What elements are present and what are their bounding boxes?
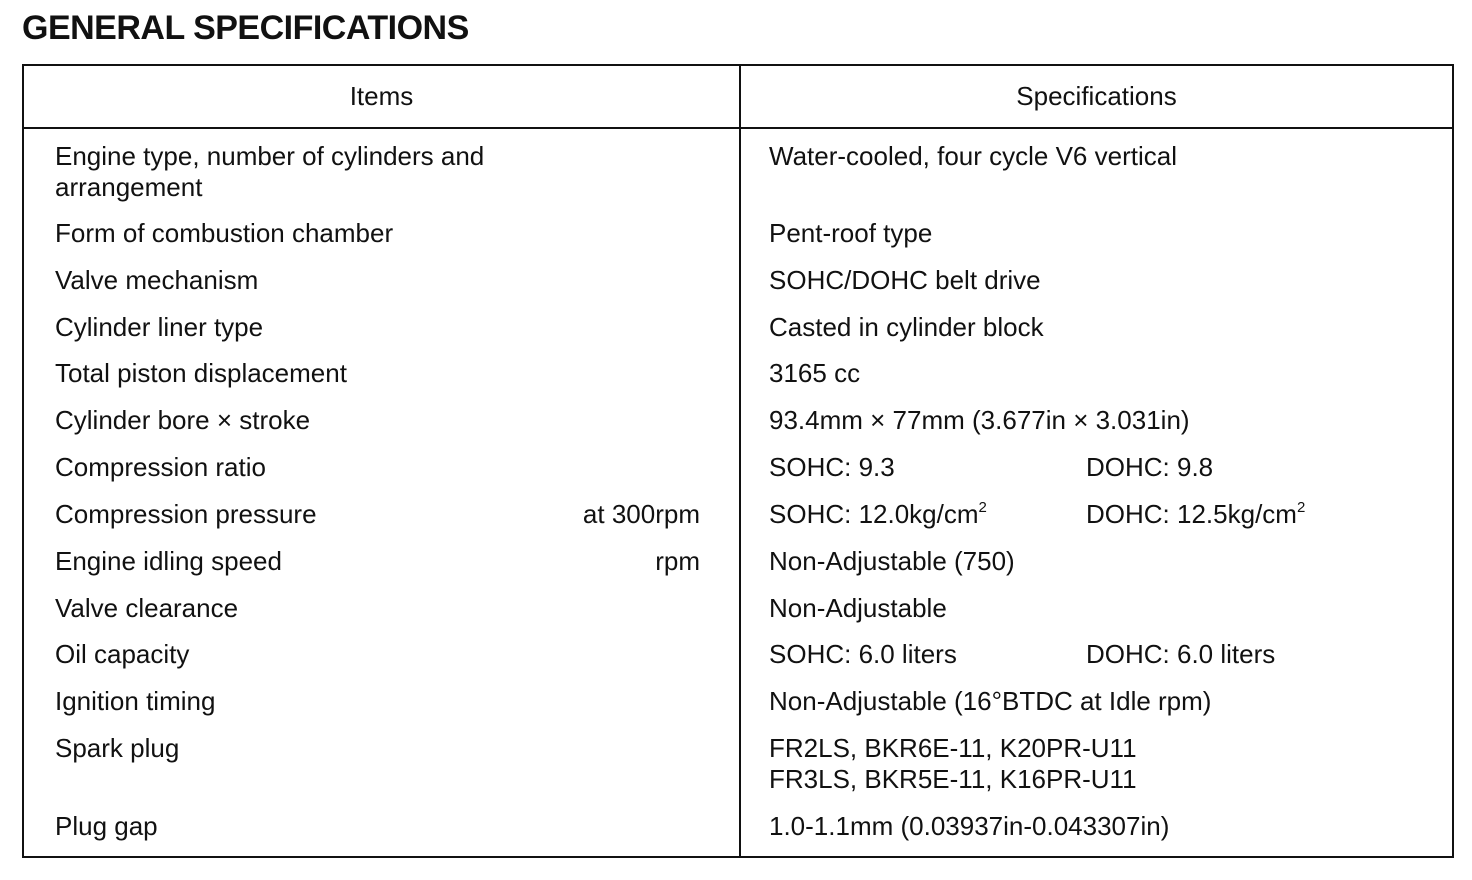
item-label: Total piston displacement xyxy=(55,358,347,388)
spec-value-dohc-text: DOHC: 12.5kg/cm xyxy=(1086,499,1297,529)
spec-value: Water-cooled, four cycle V6 vertical xyxy=(769,141,1177,171)
spec-value-sohc: SOHC: 9.3 xyxy=(769,452,895,482)
spec-value: FR2LS, BKR6E-11, K20PR-U11 FR3LS, BKR5E-11, K16PR-U11 xyxy=(769,733,1137,794)
item-unit: rpm xyxy=(655,546,700,576)
item-label: Ignition timing xyxy=(55,686,216,716)
spec-value-dohc xyxy=(1086,499,1305,530)
specifications-table xyxy=(22,64,1454,858)
item-label: Oil capacity xyxy=(55,639,190,669)
spec-value-sohc: SOHC: 6.0 liters xyxy=(769,639,957,669)
item-label: Engine type, number of cylinders and arrangement xyxy=(55,141,485,202)
spec-value-dohc: DOHC: 6.0 liters xyxy=(1086,639,1276,669)
superscript-two: 2 xyxy=(978,499,987,516)
spec-value: Non-Adjustable (16°BTDC at Idle rpm) xyxy=(769,686,1212,716)
spec-value: SOHC/DOHC belt drive xyxy=(769,265,1041,295)
spec-value: 93.4mm × 77mm (3.677in × 3.031in) xyxy=(769,405,1190,435)
column-header-items: Items xyxy=(349,81,414,111)
header-divider xyxy=(24,127,1452,129)
spec-value: 1.0-1.1mm (0.03937in-0.043307in) xyxy=(769,811,1170,841)
item-label: Cylinder liner type xyxy=(55,312,264,342)
item-unit: at 300rpm xyxy=(582,499,700,529)
item-label: Form of combustion chamber xyxy=(55,218,394,248)
item-label: Spark plug xyxy=(55,733,180,763)
item-label: Compression ratio xyxy=(55,452,266,482)
spec-value: 3165 cc xyxy=(769,358,861,388)
spec-value: Casted in cylinder block xyxy=(769,312,1044,342)
item-label: Valve clearance xyxy=(55,593,239,623)
spec-value-sohc-text: SOHC: 12.0kg/cm xyxy=(769,499,979,529)
column-header-specifications: Specifications xyxy=(1016,81,1177,111)
spec-value: Non-Adjustable xyxy=(769,593,947,623)
spec-value-sohc xyxy=(769,499,987,530)
superscript-two: 2 xyxy=(1296,499,1306,516)
item-label: Compression pressure xyxy=(55,499,317,529)
spec-value: Pent-roof type xyxy=(769,218,933,248)
item-label: Valve mechanism xyxy=(55,265,259,295)
item-label: Cylinder bore × stroke xyxy=(55,405,311,435)
item-label: Engine idling speed xyxy=(55,546,282,576)
spec-value-dohc: DOHC: 9.8 xyxy=(1086,452,1214,482)
spec-value: Non-Adjustable (750) xyxy=(769,546,1015,576)
page-title: GENERAL SPECIFICATIONS xyxy=(22,9,469,47)
column-divider xyxy=(739,66,741,856)
item-label: Plug gap xyxy=(55,811,158,841)
